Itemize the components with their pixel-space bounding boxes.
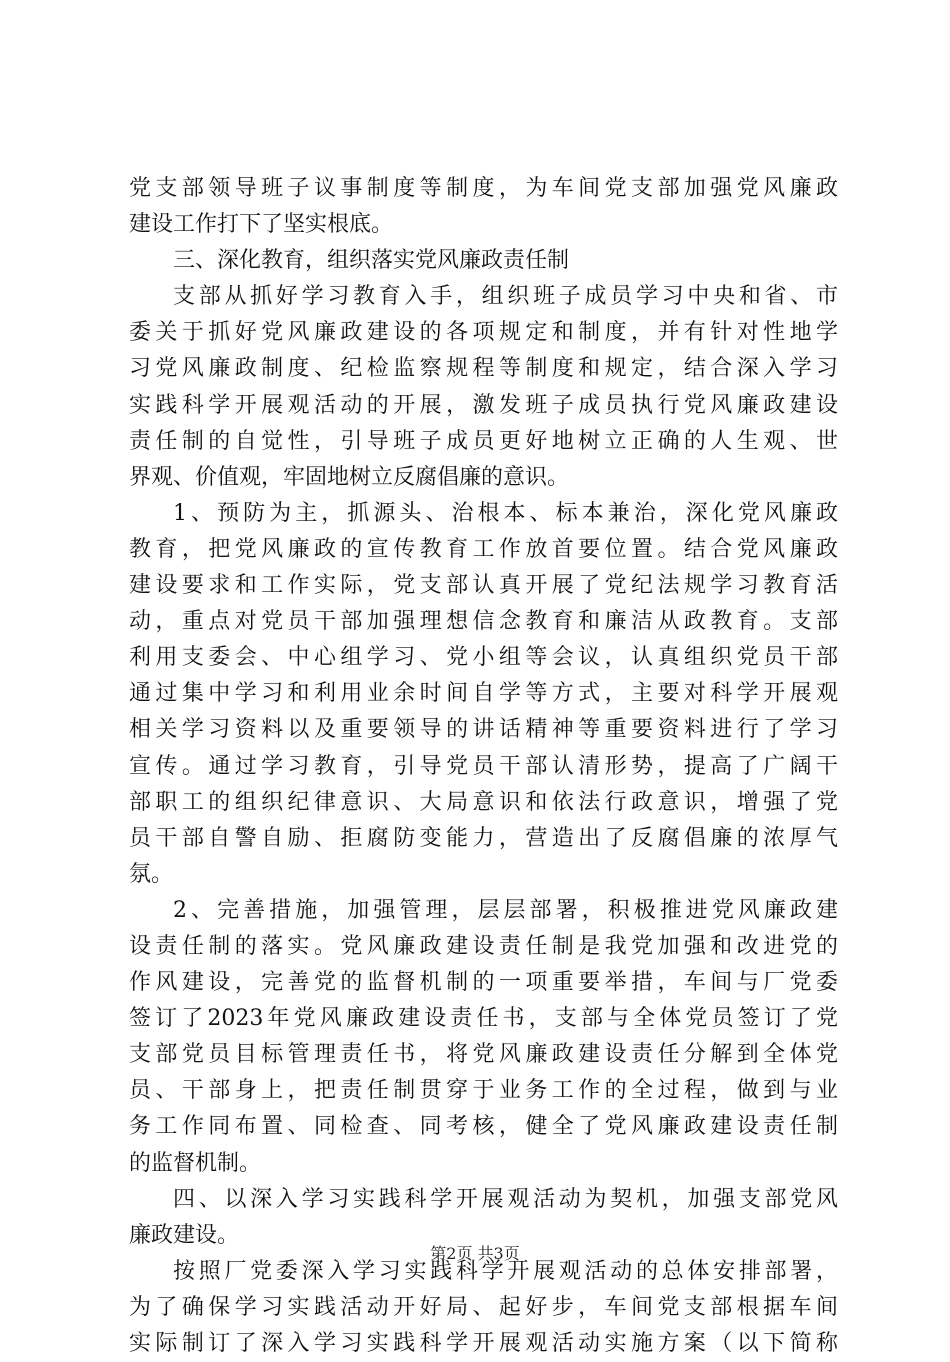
text-line: 部职工的组织纪律意识、大局意识和依法行政意识，增强了党 — [129, 789, 838, 815]
text-line: 务工作同布置、同检查、同考核，健全了党风廉政建设责任制 — [129, 1114, 838, 1140]
page-number: 第2页 共3页 — [430, 1244, 520, 1263]
text-line: 动，重点对党员干部加强理想信念教育和廉洁从政教育。支部 — [129, 609, 838, 635]
text-line: 界观、价值观，牢固地树立反腐倡廉的意识。 — [129, 464, 570, 490]
text-line: 建设要求和工作实际，党支部认真开展了党纪法规学习教育活 — [129, 573, 838, 599]
text-line: 为了确保学习实践活动开好局、起好步，车间党支部根据车间 — [129, 1294, 838, 1320]
text-line: 作风建设，完善党的监督机制的一项重要举措，车间与厂党委 — [129, 970, 838, 996]
text-line: 支部党员目标管理责任书，将党风廉政建设责任分解到全体党 — [129, 1042, 838, 1068]
text-line: 教育，把党风廉政的宣传教育工作放首要位置。结合党风廉政 — [129, 536, 838, 562]
text-line: 2、完善措施，加强管理，层层部署，积极推进党风廉政建 — [173, 897, 838, 923]
section-heading: 三、深化教育，组织落实党风廉政责任制 — [173, 248, 570, 274]
text-line: 实践科学开展观活动的开展，激发班子成员执行党风廉政建设 — [129, 392, 838, 418]
text-line: 相关学习资料以及重要领导的讲话精神等重要资料进行了学习 — [129, 717, 838, 743]
text-line: 通过集中学习和利用业余时间自学等方式，主要对科学开展观 — [129, 681, 838, 707]
text-line: 支部从抓好学习教育入手，组织班子成员学习中央和省、市 — [173, 284, 838, 310]
text-line: 党支部领导班子议事制度等制度，为车间党支部加强党风廉政 — [129, 176, 838, 201]
text-line: 的监督机制。 — [129, 1150, 262, 1176]
text-line: 利用支委会、中心组学习、党小组等会议，认真组织党员干部 — [129, 645, 838, 671]
text-line: 1、预防为主，抓源头、治根本、标本兼治，深化党风廉政 — [173, 500, 838, 526]
text-line: 签订了2023年党风廉政建设责任书，支部与全体党员签订了党 — [129, 1006, 838, 1032]
text-line: 习党风廉政制度、纪检监察规程等制度和规定，结合深入学习 — [129, 356, 838, 382]
text-line: 责任制的自觉性，引导班子成员更好地树立正确的人生观、世 — [129, 428, 838, 454]
text-line: 员干部自警自励、拒腐防变能力，营造出了反腐倡廉的浓厚气 — [129, 825, 838, 851]
text-line: 宣传。通过学习教育，引导党员干部认清形势，提高了广阔干 — [129, 753, 838, 779]
text-line: 氛。 — [129, 861, 174, 887]
section-heading: 廉政建设。 — [129, 1222, 240, 1248]
text-line: 建设工作打下了坚实根底。 — [129, 212, 394, 238]
document-body — [129, 171, 838, 1362]
text-line: 实际制订了深入学习实践科学开展观活动实施方案（以下简称 — [129, 1331, 838, 1356]
text-line: 按照厂党委深入学习实践科学开展观活动的总体安排部署， — [173, 1258, 838, 1284]
text-line: 设责任制的落实。党风廉政建设责任制是我党加强和改进党的 — [129, 933, 838, 959]
text-line: 委关于抓好党风廉政建设的各项规定和制度，并有针对性地学 — [129, 320, 838, 346]
section-heading: 四、以深入学习实践科学开展观活动为契机，加强支部党风 — [173, 1186, 838, 1212]
text-line: 员、干部身上，把责任制贯穿于业务工作的全过程，做到与业 — [129, 1078, 838, 1104]
